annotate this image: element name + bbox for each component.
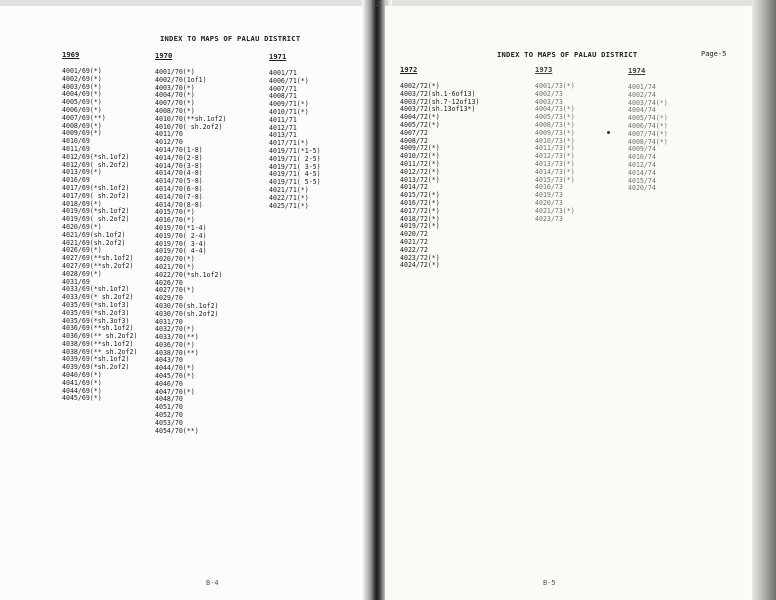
map-entry: 4039/69(*sh.2of2) — [62, 363, 130, 372]
map-entry: 4023/72(*) — [400, 253, 440, 262]
map-list — [155, 69, 226, 435]
column-1973 — [535, 65, 575, 223]
map-entry: 4019/71( 5-5) — [269, 178, 321, 187]
map-entry: 4023/73 — [535, 214, 563, 223]
map-entry: 4029/70 — [155, 294, 183, 303]
map-entry: 4014/73(*) — [535, 167, 575, 176]
map-entry: 4014/70(2-8) — [155, 153, 203, 162]
map-entry: 4014/70(6-8) — [155, 184, 203, 193]
map-entry: 4010/72(*) — [400, 152, 440, 161]
ink-speck — [607, 131, 610, 134]
map-entry: 4007/70(*) — [155, 99, 195, 108]
map-entry: 4003/73 — [535, 97, 563, 106]
map-entry: 4013/71 — [269, 131, 297, 140]
map-entry: 4038/70(**) — [155, 348, 199, 357]
corner-mark: 52 — [372, 1, 380, 8]
map-entry: 4026/70 — [155, 278, 183, 287]
map-entry: 4019/70( 4-4) — [155, 247, 207, 256]
map-entry: 4012/70 — [155, 138, 183, 147]
map-entry: 4014/70(1-8) — [155, 145, 203, 154]
map-entry: 4035/69(*sh.1of3) — [62, 300, 130, 309]
map-entry: 4009/74 — [628, 145, 656, 154]
map-entry: 4016/73 — [535, 183, 563, 192]
map-entry: 4017/69(*sh.1of2) — [62, 183, 130, 192]
map-entry: 4044/69(*) — [62, 386, 102, 395]
map-entry: 4021/70(*) — [155, 262, 195, 271]
map-entry: 4012/74 — [628, 160, 656, 169]
map-entry: 4006/71(*) — [269, 76, 309, 85]
map-entry: 4024/72(*) — [400, 261, 440, 270]
map-entry: 4035/69(*sh.3of3) — [62, 316, 130, 325]
map-entry: 4007/72 — [400, 128, 428, 137]
map-list — [269, 70, 321, 210]
map-entry: 4011/73(*) — [535, 144, 575, 153]
column-year-heading: 1973 — [535, 65, 553, 74]
book-right-edge — [752, 0, 776, 600]
map-entry: 4053/70 — [155, 418, 183, 427]
map-entry: 4014/74 — [628, 168, 656, 177]
map-entry: 4003/72(sh.13of13*) — [400, 105, 476, 114]
map-entry: 4008/72 — [400, 136, 428, 145]
left-page — [0, 6, 372, 600]
map-list — [535, 83, 575, 223]
column-year-heading: 1970 — [155, 51, 173, 60]
map-entry: 4012/71 — [269, 123, 297, 132]
map-entry: 4003/69(*) — [62, 82, 102, 91]
map-entry: 4045/69(*) — [62, 394, 102, 403]
map-entry: 4019/69( sh.2of2) — [62, 215, 130, 224]
map-entry: 4026/69(*) — [62, 246, 102, 255]
map-entry: 4051/70 — [155, 403, 183, 412]
map-entry: 4011/72(*) — [400, 159, 440, 168]
map-entry: 4031/69 — [62, 277, 90, 286]
map-entry: 4017/69( sh.2of2) — [62, 191, 130, 200]
column-year-heading: 1972 — [400, 65, 418, 74]
map-entry: 4030/70(sh.1of2) — [155, 301, 219, 310]
map-entry: 4041/69(*) — [62, 378, 102, 387]
map-entry: 4009/69(*) — [62, 129, 102, 138]
map-entry: 4036/70(*) — [155, 340, 195, 349]
map-entry: 4009/72(*) — [400, 144, 440, 153]
map-entry: 4046/70 — [155, 379, 183, 388]
map-entry: 4001/73(*) — [535, 82, 575, 90]
map-entry: 4010/73(*) — [535, 136, 575, 145]
map-entry: 4001/71 — [269, 69, 297, 77]
map-entry: 4004/70(*) — [155, 91, 195, 100]
map-entry: 4022/71(*) — [269, 193, 309, 202]
map-entry: 4010/70(**sh.1of2) — [155, 114, 227, 123]
map-entry: 4012/73(*) — [535, 152, 575, 161]
map-entry: 4011/70 — [155, 130, 183, 139]
map-entry: 4021/73(*) — [535, 206, 575, 215]
map-entry: 4052/70 — [155, 411, 183, 420]
map-entry: 4011/69 — [62, 144, 90, 153]
map-entry: 4027/70(*) — [155, 286, 195, 295]
right-page — [385, 6, 745, 600]
map-entry: 4003/72(sh.7-12of13) — [400, 97, 480, 106]
column-1972 — [400, 65, 479, 270]
map-entry: 4014/70(5-8) — [155, 177, 203, 186]
column-1971 — [269, 52, 321, 210]
map-entry: 4054/70(**) — [155, 426, 199, 435]
map-entry: 4004/73(*) — [535, 105, 575, 114]
map-entry: 4019/72(*) — [400, 222, 440, 231]
map-entry: 4033/70(**) — [155, 333, 199, 342]
map-entry: 4019/70( 3-4) — [155, 239, 207, 248]
map-entry: 4002/69(*) — [62, 74, 102, 83]
map-entry: 4011/71 — [269, 115, 297, 124]
map-entry: 4012/69(*sh.1of2) — [62, 152, 130, 161]
map-entry: 4021/71(*) — [269, 185, 309, 194]
map-list — [62, 68, 137, 403]
map-entry: 4001/70(*) — [155, 68, 195, 76]
map-entry: 4038/69(**sh.1of2) — [62, 339, 134, 348]
map-entry: 4032/70(*) — [155, 325, 195, 334]
map-entry: 4013/69(*) — [62, 168, 102, 177]
map-entry: 4048/70 — [155, 395, 183, 404]
map-entry: 4019/71(*1-5) — [269, 146, 321, 155]
map-entry: 4020/73 — [535, 198, 563, 207]
map-entry: 4016/70(*) — [155, 216, 195, 225]
map-entry: 4010/69 — [62, 137, 90, 146]
map-entry: 4019/70( 2-4) — [155, 231, 207, 240]
map-entry: 4043/70 — [155, 356, 183, 365]
map-entry: 4012/69( sh.2of2) — [62, 160, 130, 169]
map-entry: 4008/70(*) — [155, 106, 195, 115]
map-entry: 4009/73(*) — [535, 128, 575, 137]
map-entry: 4016/72(*) — [400, 198, 440, 207]
map-entry: 4018/72(*) — [400, 214, 440, 223]
map-entry: 4027/69(**sh.2of2) — [62, 261, 134, 270]
map-entry: 4014/72 — [400, 183, 428, 192]
map-entry: 4008/74(*) — [628, 137, 668, 146]
map-entry: 4002/70(1of1) — [155, 75, 207, 84]
map-list — [628, 84, 668, 193]
map-entry: 4002/74 — [628, 90, 656, 99]
map-entry: 4017/71(*) — [269, 139, 309, 148]
column-1969 — [62, 50, 137, 403]
map-entry: 4014/70(4-8) — [155, 169, 203, 178]
map-entry: 4007/69(**) — [62, 113, 106, 122]
map-entry: 4005/73(*) — [535, 113, 575, 122]
map-entry: 4021/69(sh.1of2) — [62, 230, 126, 239]
map-entry: 4021/72 — [400, 237, 428, 246]
column-year-heading: 1974 — [628, 66, 646, 75]
map-entry: 4031/70 — [155, 317, 183, 326]
map-entry: 4015/72(*) — [400, 191, 440, 200]
map-entry: 4005/69(*) — [62, 98, 102, 107]
map-entry: 4004/72(*) — [400, 113, 440, 122]
map-list — [400, 83, 479, 270]
map-entry: 4007/74(*) — [628, 129, 668, 138]
map-entry: 4019/73 — [535, 191, 563, 200]
map-entry: 4005/74(*) — [628, 114, 668, 123]
page-label: Page-5 — [701, 50, 727, 58]
right-page-number: B-5 — [543, 579, 556, 587]
map-entry: 4002/72(*) — [400, 82, 440, 90]
map-entry: 4025/71(*) — [269, 201, 309, 210]
map-entry: 4001/69(*) — [62, 67, 102, 75]
map-entry: 4020/69(*) — [62, 222, 102, 231]
map-entry: 4010/70( sh.2of2) — [155, 122, 223, 131]
map-entry: 4045/70(*) — [155, 372, 195, 381]
map-entry: 4004/69(*) — [62, 90, 102, 99]
map-entry: 4036/69(** sh.2of2) — [62, 332, 138, 341]
left-page-number: B-4 — [206, 579, 219, 587]
map-entry: 4001/74 — [628, 83, 656, 91]
map-entry: 4015/74 — [628, 176, 656, 185]
map-entry: 4039/69(*sh.1of2) — [62, 355, 130, 364]
map-entry: 4013/73(*) — [535, 159, 575, 168]
map-entry: 4003/74(*) — [628, 98, 668, 107]
map-entry: 4030/70(sh.2of2) — [155, 309, 219, 318]
map-entry: 4019/69(*sh.1of2) — [62, 207, 130, 216]
map-entry: 4028/69(*) — [62, 269, 102, 278]
map-entry: 4014/70(7-8) — [155, 192, 203, 201]
map-entry: 4044/70(*) — [155, 364, 195, 373]
map-entry: 4004/74 — [628, 106, 656, 115]
map-entry: 4009/71(*) — [269, 100, 309, 109]
map-entry: 4019/71( 2-5) — [269, 154, 321, 163]
right-page-title: INDEX TO MAPS OF PALAU DISTRICT — [497, 50, 638, 59]
map-entry: 4010/71(*) — [269, 107, 309, 116]
map-entry: 4020/70(*) — [155, 255, 195, 264]
column-1974 — [628, 66, 668, 193]
map-entry: 4033/69(*sh.1of2) — [62, 285, 130, 294]
map-entry: 4019/71( 3-5) — [269, 162, 321, 171]
map-entry: 4019/71( 4-5) — [269, 170, 321, 179]
column-1970 — [155, 51, 226, 435]
map-entry: 4035/69(*sh.2of3) — [62, 308, 130, 317]
map-entry: 4021/69(sh.2of2) — [62, 238, 126, 247]
map-entry: 4047/70(*) — [155, 387, 195, 396]
map-entry: 4007/71 — [269, 84, 297, 93]
map-entry: 4038/69(** sh.2of2) — [62, 347, 138, 356]
map-entry: 4015/70(*) — [155, 208, 195, 217]
map-entry: 4020/74 — [628, 184, 656, 193]
map-entry: 4014/70(3-8) — [155, 161, 203, 170]
map-entry: 4006/69(*) — [62, 105, 102, 114]
map-entry: 4022/70(*sh.1of2) — [155, 270, 223, 279]
map-entry: 4015/73(*) — [535, 175, 575, 184]
left-page-title: INDEX TO MAPS OF PALAU DISTRICT — [160, 34, 301, 43]
map-entry: 4006/74(*) — [628, 121, 668, 130]
map-entry: 4008/69(*) — [62, 121, 102, 130]
map-entry: 4017/72(*) — [400, 206, 440, 215]
column-year-heading: 1969 — [62, 50, 80, 59]
map-entry: 4003/72(sh.1-6of13) — [400, 89, 476, 98]
map-entry: 4005/72(*) — [400, 120, 440, 129]
map-entry: 4014/70(8-8) — [155, 200, 203, 209]
column-year-heading: 1971 — [269, 52, 287, 61]
map-entry: 4012/72(*) — [400, 167, 440, 176]
map-entry: 4018/69(*) — [62, 199, 102, 208]
map-entry: 4002/73 — [535, 89, 563, 98]
map-entry: 4010/74 — [628, 153, 656, 162]
map-entry: 4036/69(**sh.1of2) — [62, 324, 134, 333]
map-entry: 4008/71 — [269, 92, 297, 101]
map-entry: 4040/69(*) — [62, 371, 102, 380]
map-entry: 4020/72 — [400, 230, 428, 239]
map-entry: 4013/72(*) — [400, 175, 440, 184]
map-entry: 4003/70(*) — [155, 83, 195, 92]
map-entry: 4033/69(* sh.2of2) — [62, 293, 134, 302]
map-entry: 4016/69 — [62, 176, 90, 185]
map-entry: 4027/69(**sh.1of2) — [62, 254, 134, 263]
map-entry: 4019/70(*1-4) — [155, 223, 207, 232]
map-entry: 4022/72 — [400, 245, 428, 254]
map-entry: 4008/73(*) — [535, 120, 575, 129]
